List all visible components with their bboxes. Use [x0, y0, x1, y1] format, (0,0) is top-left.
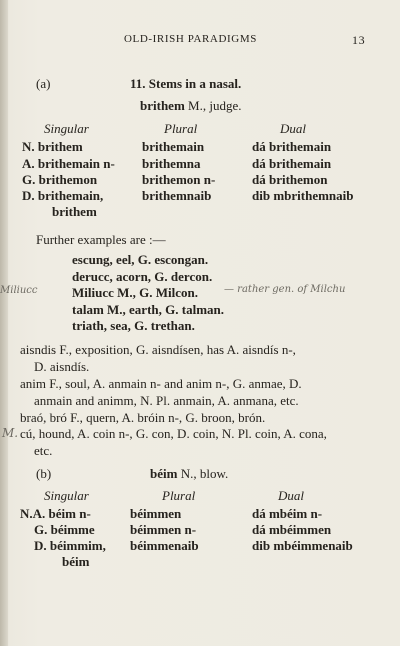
- table-row-continuation: [0, 554, 400, 572]
- column-header-singular: Singular: [44, 121, 89, 136]
- page-number: 13: [352, 33, 366, 47]
- entry-brao-line1: braó, bró F., quern, A. bróin n-, G. broon, brón.: [20, 410, 266, 425]
- example-line: derucc, acorn, G. dercon.: [72, 269, 213, 284]
- section-b-headword: béim: [150, 466, 178, 481]
- table-row-continuation: [0, 204, 400, 222]
- table-row: [0, 139, 400, 157]
- cell-singular-continuation: béim: [62, 554, 90, 569]
- cell-singular: A. brithemain n-: [22, 156, 115, 171]
- section-a-headword-gloss: M., judge.: [184, 98, 242, 113]
- running-header-title: OLD-IRISH PARADIGMS: [124, 33, 257, 45]
- cell-dual: dá brithemain: [252, 156, 332, 171]
- cell-plural: brithemnaib: [142, 188, 212, 203]
- cell-dual: dá mbéimmen: [252, 522, 332, 537]
- example-line: escung, eel, G. escongan.: [72, 252, 209, 267]
- cell-dual: dá brithemon: [252, 172, 328, 187]
- cell-dual: dib mbrithemnaib: [252, 188, 354, 203]
- column-header-singular: Singular: [44, 488, 89, 503]
- cell-dual: dib mbéimmenaib: [252, 538, 353, 553]
- example-line: Miliucc M., G. Milcon.: [72, 285, 199, 300]
- example-line: triath, sea, G. trethan.: [72, 318, 195, 333]
- cell-plural: béimmenaib: [130, 538, 199, 553]
- section-b-headword-gloss: N., blow.: [177, 466, 229, 481]
- cell-singular: G. brithemon: [22, 172, 98, 187]
- further-examples-intro: Further examples are :—: [36, 232, 166, 247]
- cell-plural: brithemain: [142, 139, 205, 154]
- cell-singular: D. béimmim,: [34, 538, 106, 553]
- entry-anim-line2: anmain and animm, N. Pl. anmain, A. anmana, etc.: [34, 393, 299, 408]
- section-a-headword-line: [140, 98, 241, 114]
- section-a-label: (a): [36, 76, 51, 91]
- column-header-dual: Dual: [280, 121, 306, 136]
- example-line: talam M., earth, G. talman.: [72, 302, 225, 317]
- cell-singular: D. brithemain,: [22, 188, 104, 203]
- handwritten-margin-note: Miliucc: [0, 285, 38, 296]
- section-a-heading: 11. Stems in a nasal.: [130, 76, 242, 91]
- column-header-plural: Plural: [164, 121, 198, 136]
- cell-dual: dá mbéim n-: [252, 506, 323, 521]
- entry-aisndis-line1: aisndis F., exposition, G. aisndísen, has A. aisndís n-,: [20, 342, 296, 357]
- entry-anim-line1: anim F., soul, A. anmain n- and anim n-, G. anmae, D.: [20, 376, 302, 391]
- handwritten-annotation: — rather gen. of Milchu: [224, 284, 346, 295]
- cell-dual: dá brithemain: [252, 139, 332, 154]
- handwritten-margin-mark: M.: [2, 426, 19, 440]
- entry-cu-line1: cú, hound, A. coin n-, G. con, D. coin, N. Pl. coin, A. cona,: [20, 426, 327, 441]
- cell-singular: N.A. béim n-: [20, 506, 91, 521]
- section-b-headword-line: [150, 466, 228, 482]
- cell-singular-continuation: brithem: [52, 204, 97, 219]
- cell-plural: béimmen: [130, 506, 182, 521]
- section-a-column-headers: [0, 121, 400, 139]
- section-b-label: (b): [36, 466, 52, 481]
- entry-cu-line2: etc.: [34, 443, 53, 458]
- cell-plural: béimmen n-: [130, 522, 197, 537]
- column-header-plural: Plural: [162, 488, 196, 503]
- section-b-column-headers: [0, 488, 400, 506]
- cell-singular: N. brithem: [22, 139, 83, 154]
- cell-singular: G. béimme: [34, 522, 95, 537]
- column-header-dual: Dual: [278, 488, 304, 503]
- cell-plural: brithemon n-: [142, 172, 216, 187]
- cell-plural: brithemna: [142, 156, 201, 171]
- section-a-headword: brithem: [140, 98, 185, 113]
- entry-aisndis-line2: D. aisndís.: [34, 359, 90, 374]
